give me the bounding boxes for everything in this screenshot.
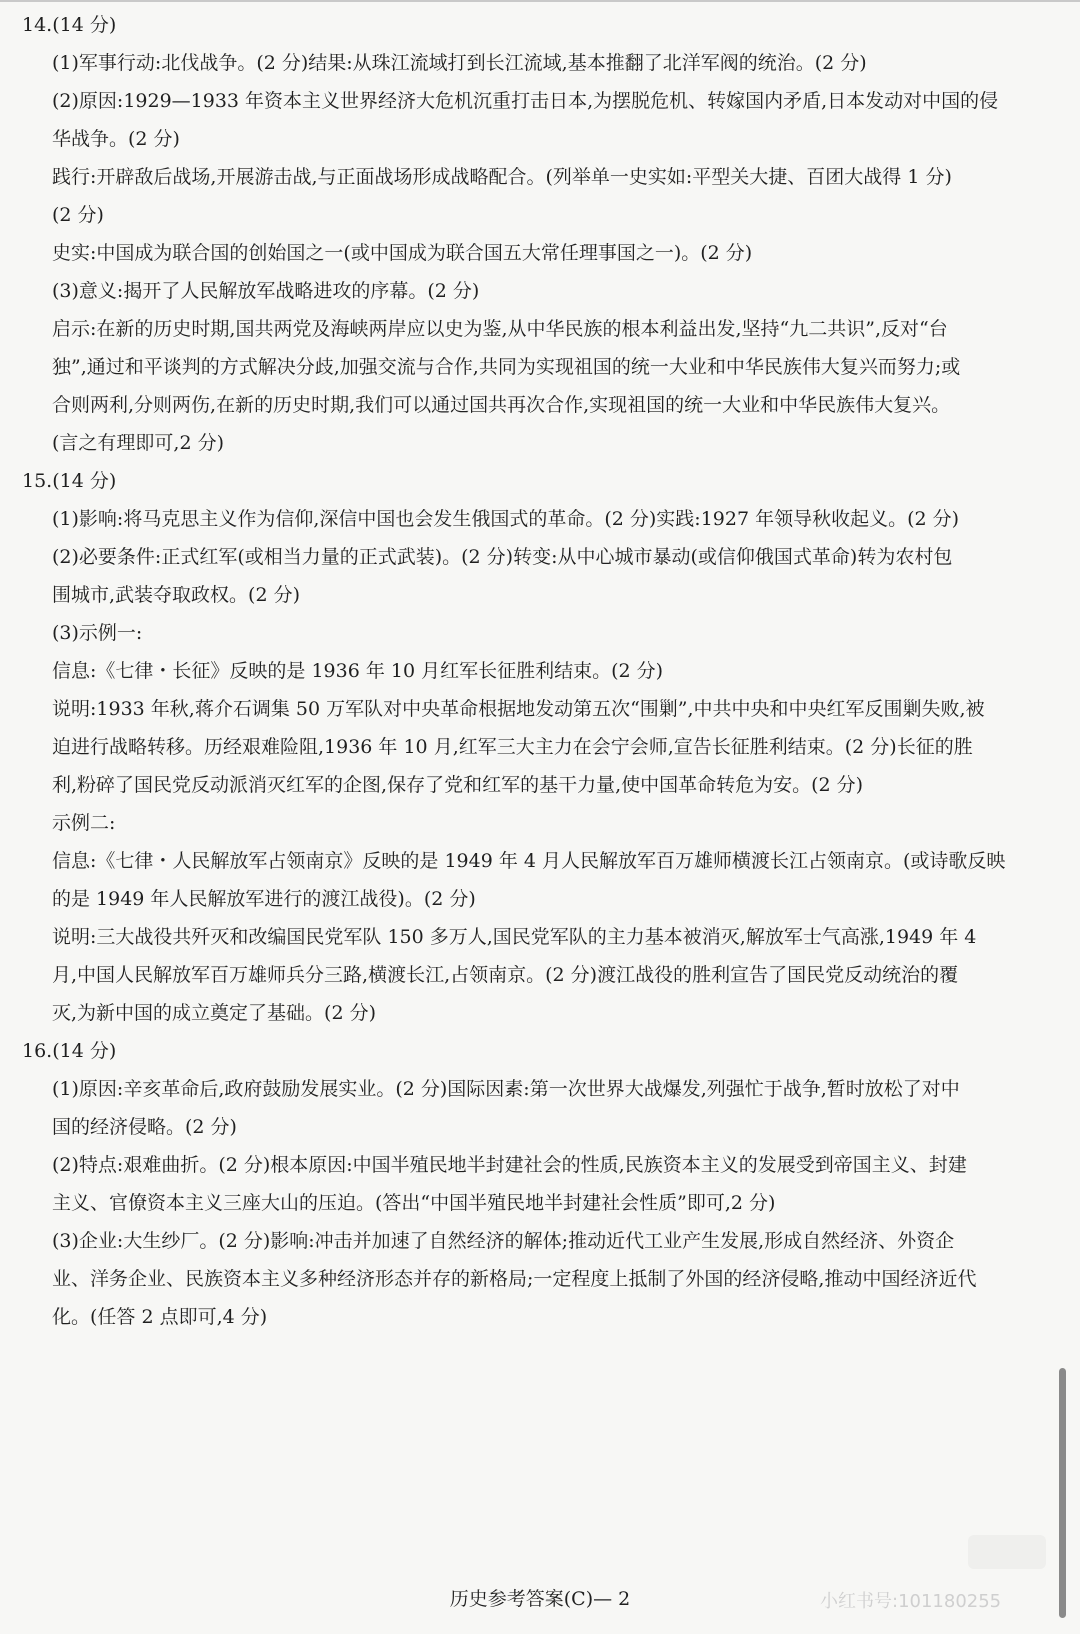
answer-line: 化。(任答 2 点即可,4 分) — [52, 1306, 268, 1328]
answer-line: 独”,通过和平谈判的方式解决分歧,加强交流与合作,共同为实现祖国的统一大业和中华民族伟大复兴而努力;或 — [52, 356, 961, 378]
scrollbar[interactable] — [1059, 1368, 1066, 1618]
answer-line: 践行:开辟敌后战场,开展游击战,与正面战场形成战略配合。(列举单一史实如:平型关大捷、百团大战得 1 分) — [52, 166, 952, 188]
answer-line: 围城市,武装夺取政权。(2 分) — [52, 584, 300, 606]
answer-line: (2)特点:艰难曲折。(2 分)根本原因:中国半殖民地半封建社会的性质,民族资本主义的发展受到帝国主义、封建 — [52, 1154, 967, 1176]
answer-line: 示例二: — [52, 812, 116, 834]
answer-line: 主义、官僚资本主义三座大山的压迫。(答出“中国半殖民地半封建社会性质”即可,2 分) — [52, 1192, 776, 1214]
answer-line: (1)原因:辛亥革命后,政府鼓励发展实业。(2 分)国际因素:第一次世界大战爆发,列强忙于战争,暂时放松了对中 — [52, 1078, 960, 1100]
question-15 — [0, 462, 1080, 1032]
answer-line: 合则两利,分则两伤,在新的历史时期,我们可以通过国共再次合作,实现祖国的统一大业和中华民族伟大复兴。 — [52, 394, 951, 416]
answer-line: (2)原因:1929—1933 年资本主义世界经济大危机沉重打击日本,为摆脱危机、转嫁国内矛盾,日本发动对中国的侵 — [52, 90, 999, 112]
watermark-stamp — [968, 1535, 1046, 1569]
answer-line: 信息:《七律・人民解放军占领南京》反映的是 1949 年 4 月人民解放军百万雄师横渡长江占领南京。(或诗歌反映 — [52, 850, 1006, 872]
top-border — [0, 0, 1080, 2]
answer-line: (2)必要条件:正式红军(或相当力量的正式武装)。(2 分)转变:从中心城市暴动(或信仰俄国式革命)转为农村包 — [52, 546, 953, 568]
answer-line: 的是 1949 年人民解放军进行的渡江战役)。(2 分) — [52, 888, 476, 910]
answer-line: 信息:《七律・长征》反映的是 1936 年 10 月红军长征胜利结束。(2 分) — [52, 660, 664, 682]
answer-line: 月,中国人民解放军百万雄师兵分三路,横渡长江,占领南京。(2 分)渡江战役的胜利宣告了国民党反动统治的覆 — [52, 964, 959, 986]
answer-line: 说明:三大战役共歼灭和改编国民党军队 150 多万人,国民党军队的主力基本被消灭,解放军士气高涨,1949 年 4 — [52, 926, 977, 948]
question-14-heading: 14.(14 分) — [22, 14, 117, 36]
answer-line: 业、洋务企业、民族资本主义多种经济形态并存的新格局;一定程度上抵制了外国的经济侵略,推动中国经济近代 — [52, 1268, 977, 1290]
answer-page — [0, 6, 1080, 1336]
answer-line: (3)企业:大生纱厂。(2 分)影响:冲击并加速了自然经济的解体;推动近代工业产生发展,形成自然经济、外资企 — [52, 1230, 955, 1252]
answer-line: 史实:中国成为联合国的创始国之一(或中国成为联合国五大常任理事国之一)。(2 分) — [52, 242, 753, 264]
watermark-text: 小红书号:101180255 — [820, 1591, 1002, 1612]
page-footer: 历史参考答案(C)— 2 — [449, 1588, 631, 1610]
answer-line: 华战争。(2 分) — [52, 128, 180, 150]
question-16-heading: 16.(14 分) — [22, 1040, 117, 1062]
answer-line: 利,粉碎了国民党反动派消灭红军的企图,保存了党和红军的基干力量,使中国革命转危为安。(2 分) — [52, 774, 864, 796]
answer-line: (2 分) — [52, 204, 104, 226]
answer-line: 迫进行战略转移。历经艰难险阻,1936 年 10 月,红军三大主力在会宁会师,宣告长征胜利结束。(2 分)长征的胜 — [52, 736, 973, 758]
question-16 — [0, 1032, 1080, 1336]
answer-line: 说明:1933 年秋,蒋介石调集 50 万军队对中央革命根据地发动第五次“围剿”,中共中央和中央红军反围剿失败,被 — [52, 698, 985, 720]
answer-line: (3)示例一: — [52, 622, 143, 644]
answer-line: 灭,为新中国的成立奠定了基础。(2 分) — [52, 1002, 376, 1024]
answer-line: 国的经济侵略。(2 分) — [52, 1116, 237, 1138]
answer-line: (言之有理即可,2 分) — [52, 432, 224, 454]
answer-line: (3)意义:揭开了人民解放军战略进攻的序幕。(2 分) — [52, 280, 480, 302]
answer-line: 启示:在新的历史时期,国共两党及海峡两岸应以史为鉴,从中华民族的根本利益出发,坚持“九二共识”,反对“台 — [52, 318, 948, 340]
question-15-heading: 15.(14 分) — [22, 470, 117, 492]
question-14 — [0, 6, 1080, 462]
answer-line: (1)军事行动:北伐战争。(2 分)结果:从珠江流域打到长江流域,基本推翻了北洋军阀的统治。(2 分) — [52, 52, 867, 74]
answer-line: (1)影响:将马克思主义作为信仰,深信中国也会发生俄国式的革命。(2 分)实践:1927 年领导秋收起义。(2 分) — [52, 508, 960, 530]
